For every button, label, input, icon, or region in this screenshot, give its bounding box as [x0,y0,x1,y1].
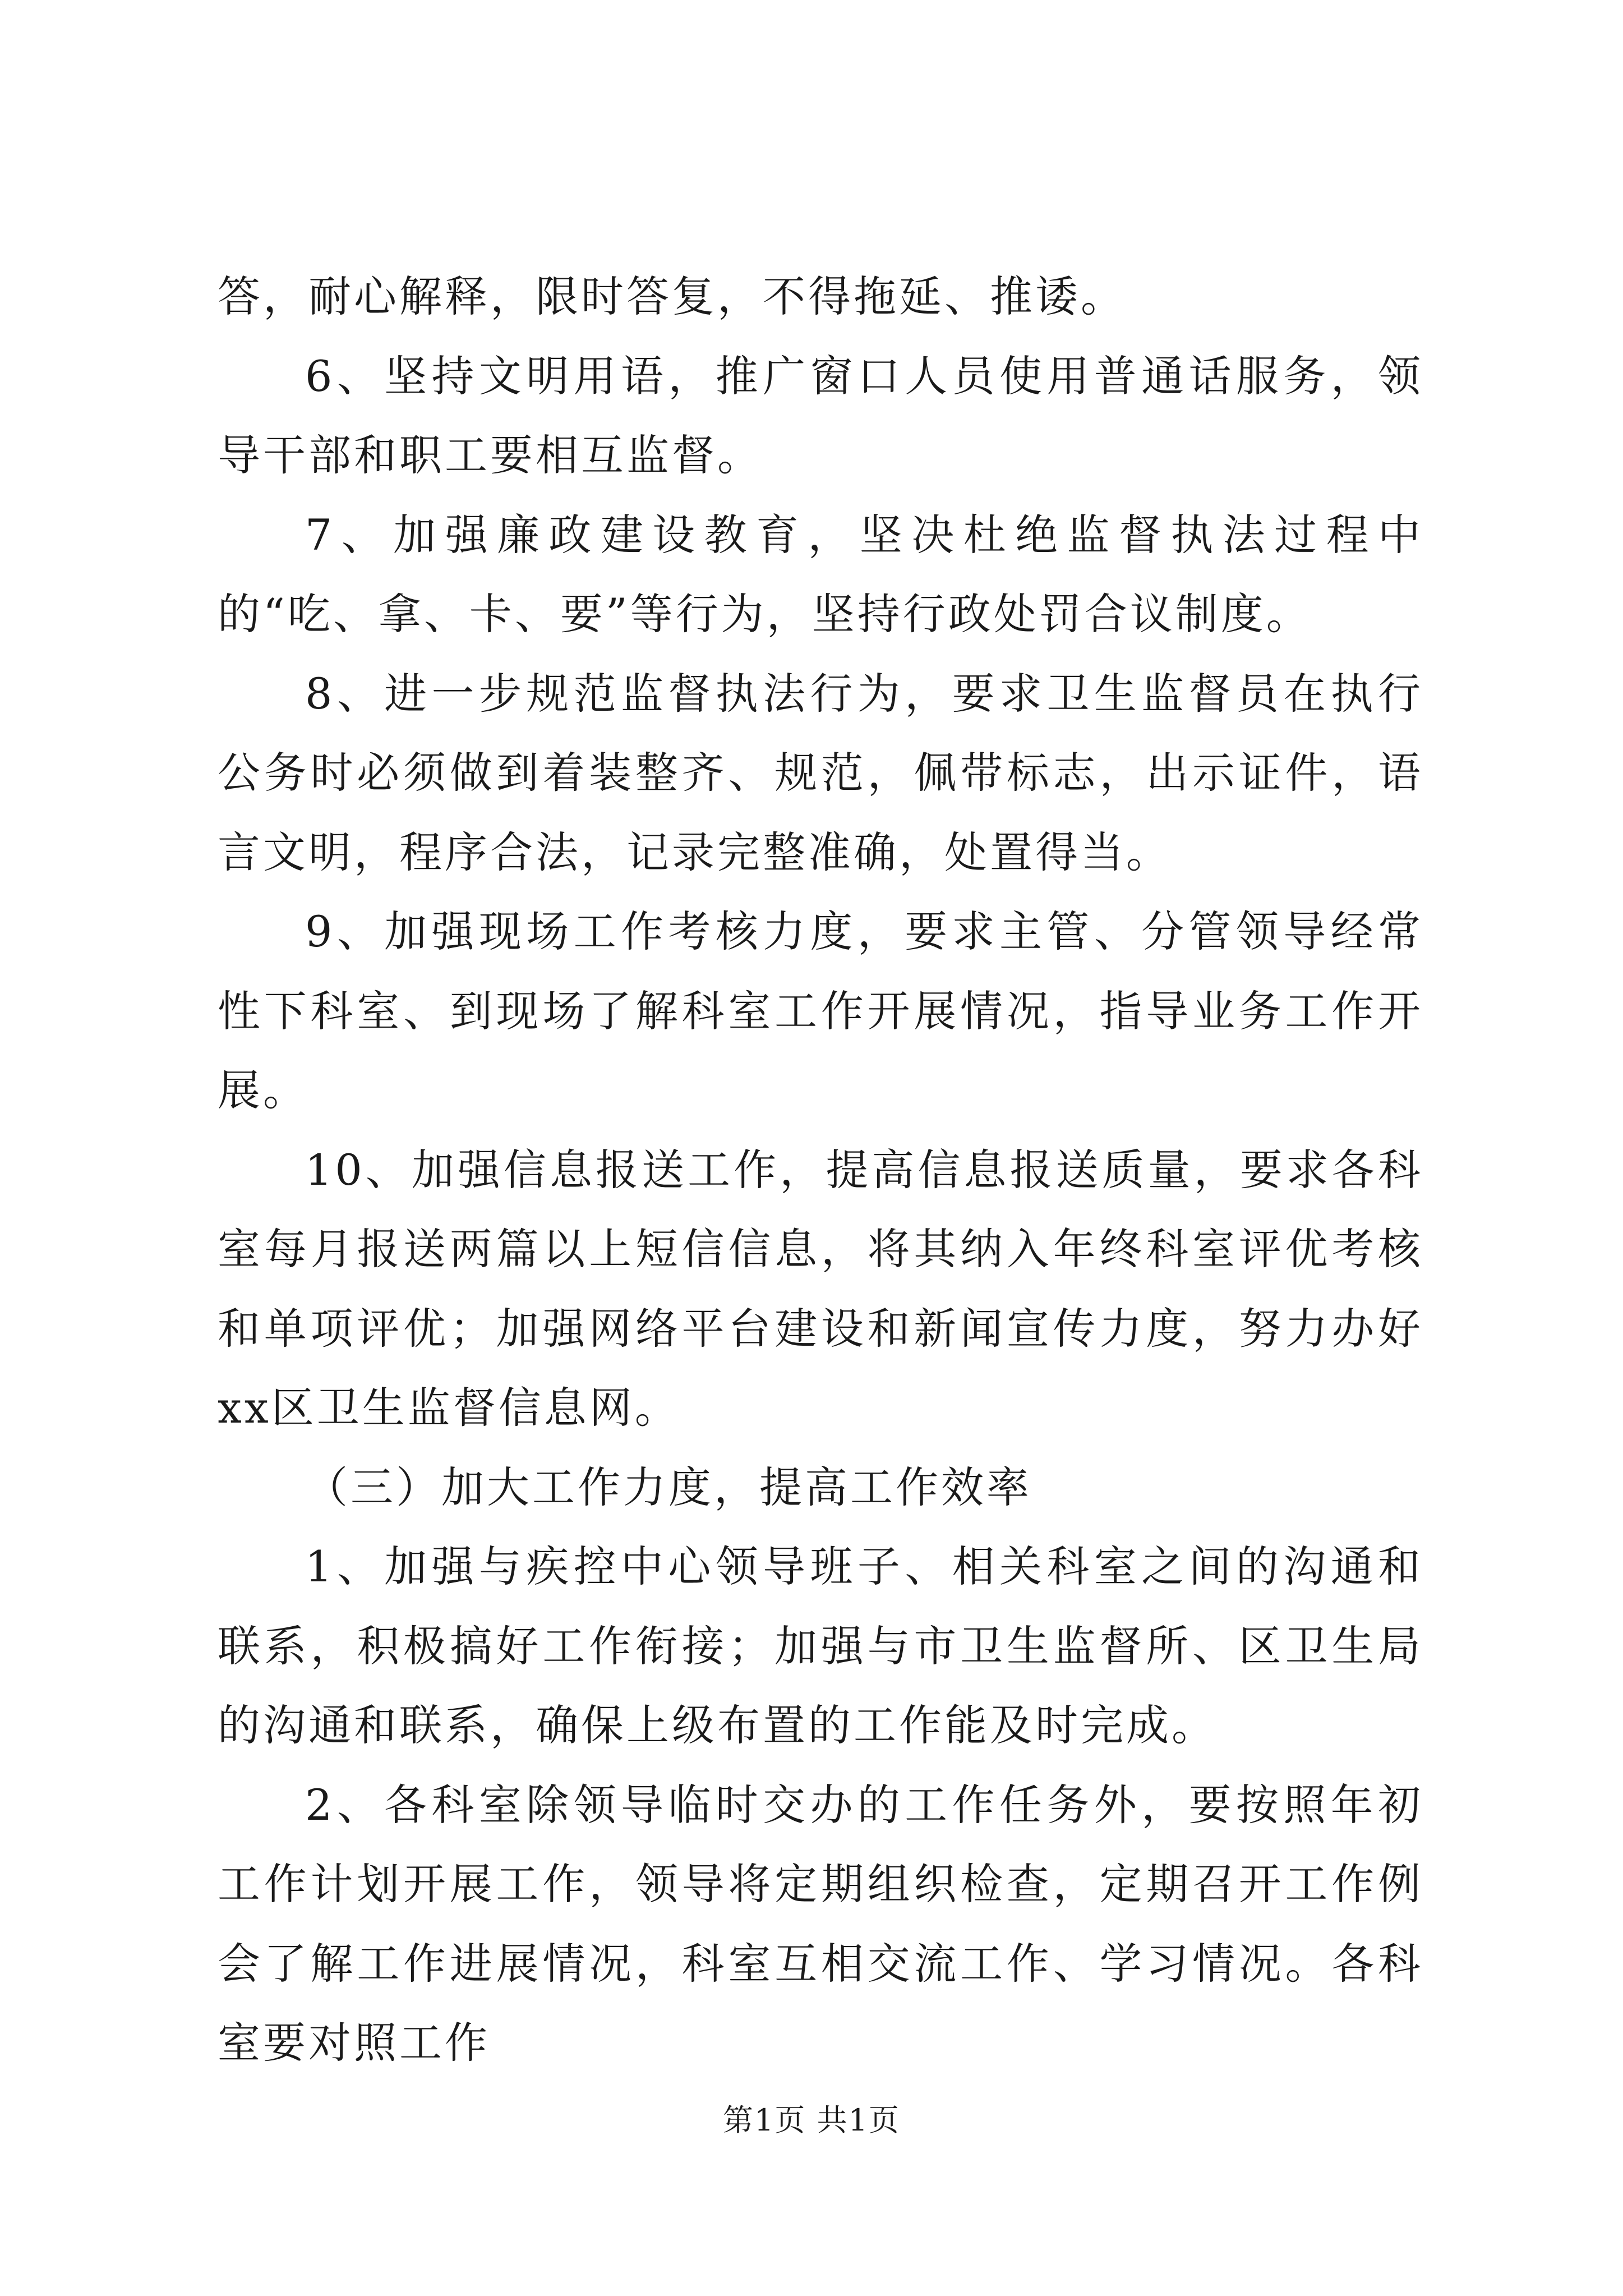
page-footer [0,2098,1623,2143]
paragraph-item-1: 1、加强与疾控中心领导班子、相关科室之间的沟通和联系，积极搞好工作衔接；加强与市卫生监督所、区卫生局的沟通和联系，确保上级布置的工作能及时完成。 [218,1542,1423,1750]
paragraph-item-2: 2、各科室除领导临时交办的工作任务外，要按照年初工作计划开展工作，领导将定期组织检查，定期召开工作例会了解工作进展情况，科室互相交流工作、学习情况。各科室要对照工作 [218,1779,1423,2068]
section-heading: （三）加大工作力度，提高工作效率 [305,1462,1032,1512]
paragraph-item-9: 9、加强现场工作考核力度，要求主管、分管领导经常性下科室、到现场了解科室工作开展情况，指导业务工作开展。 [218,907,1423,1115]
document-body [218,257,1423,2083]
page-number-label: 第1页 共1页 [723,2102,900,2138]
paragraph-item-8: 8、进一步规范监督执法行为，要求卫生监督员在执行公务时必须做到着装整齐、规范，佩带标志，出示证件，语言文明，程序合法，记录完整准确，处置得当。 [218,668,1423,877]
paragraph-item-10: 10、加强信息报送工作，提高信息报送质量，要求各科室每月报送两篇以上短信信息，将其纳入年终科室评优考核和单项评优；加强网络平台建设和新闻宣传力度，努力办好xx区卫生监督信息网。 [218,1144,1423,1433]
paragraph-item-7: 7、加强廉政建设教育，坚决杜绝监督执法过程中的“吃、拿、卡、要”等行为，坚持行政处罚合议制度。 [218,509,1423,639]
paragraph-continuation: 答，耐心解释，限时答复，不得拖延、推诿。 [218,272,1126,321]
paragraph-item-6: 6、坚持文明用语，推广窗口人员使用普通话服务，领导干部和职工要相互监督。 [218,351,1423,480]
